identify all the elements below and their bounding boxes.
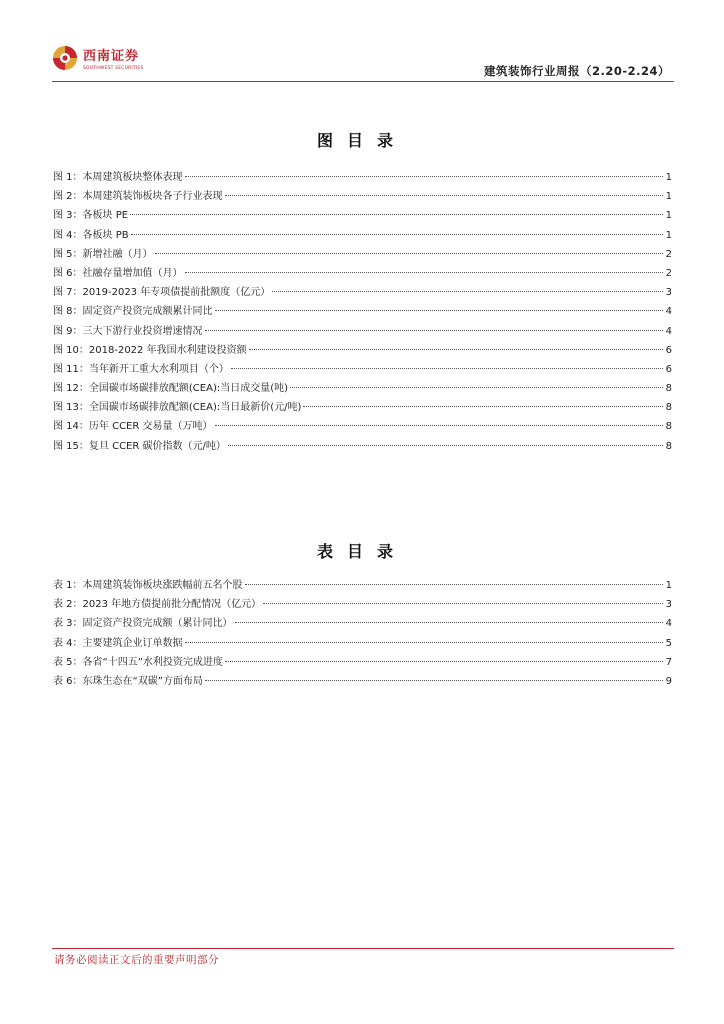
toc-leader-dots [225,661,663,662]
table-toc-entry[interactable] [53,634,672,653]
figure-toc-entry[interactable] [53,245,672,264]
report-title: 建筑装饰行业周报（2.20-2.24） [483,64,670,78]
toc-entry-label: 图 6：社融存量增加值（月） [53,267,183,279]
toc-entry-label: 表 5：各省“十四五”水利投资完成进度 [53,656,223,668]
figure-toc-entry[interactable] [53,264,672,283]
toc-leader-dots [185,176,663,177]
page-header [52,40,674,81]
figure-toc-entry[interactable] [53,398,672,417]
toc-entry-page: 1 [665,580,672,591]
toc-entry-page: 1 [665,191,672,203]
figure-toc-entry[interactable] [53,206,672,225]
logo-company-cn: 西南证券 [83,49,140,64]
toc-entry-page: 1 [665,172,672,183]
figure-toc-entry[interactable] [53,417,672,436]
toc-entry-label: 图 8：固定资产投资完成额累计同比 [53,306,213,318]
toc-entry-page: 4 [665,618,672,630]
figure-toc-entry[interactable] [53,283,672,302]
toc-leader-dots [225,195,663,196]
toc-entry-page: 1 [665,229,672,241]
toc-leader-dots [130,214,663,215]
table-toc-entry[interactable] [53,595,672,614]
southwest-securities-logo-icon [52,45,78,71]
toc-entry-page: 2 [665,267,672,279]
toc-entry-page: 3 [665,599,672,611]
toc-leader-dots [228,445,663,446]
toc-entry-label: 表 6：东珠生态在“双碳”方面布局 [53,675,203,687]
toc-entry-label: 图 5：新增社融（月） [53,248,153,260]
figure-toc-entry[interactable] [53,360,672,379]
toc-entry-label: 图 10：2018-2022 年我国水利建设投资额 [53,344,247,356]
toc-leader-dots [185,642,663,643]
toc-entry-label: 表 1：本周建筑装饰板块涨跌幅前五名个股 [53,580,243,591]
table-toc-entry[interactable] [53,614,672,633]
toc-entry-page: 2 [665,248,672,260]
toc-leader-dots [272,291,663,292]
toc-entry-label: 图 13：全国碳市场碳排放配额(CEA):当日最新价(元/吨) [53,402,302,414]
header-divider [52,81,674,82]
toc-entry-page: 4 [665,306,672,318]
toc-entry-page: 8 [665,440,672,452]
table-toc-entry[interactable] [53,576,672,595]
toc-entry-page: 1 [665,210,672,222]
figures-toc-title: 图目录 [316,131,407,150]
toc-entry-label: 图 1：本周建筑板块整体表现 [53,172,183,183]
company-logo [52,44,172,76]
toc-leader-dots [205,680,663,681]
toc-entry-label: 表 2：2023 年地方债提前批分配情况（亿元） [53,599,262,611]
toc-leader-dots [155,253,663,254]
toc-entry-page: 6 [665,363,672,375]
toc-entry-label: 图 4：各板块 PB [53,229,129,241]
toc-leader-dots [303,406,663,407]
table-toc-entry[interactable] [53,672,672,691]
figure-toc-entry[interactable] [53,322,672,341]
toc-leader-dots [205,330,663,331]
figure-toc-entry[interactable] [53,302,672,321]
toc-leader-dots [231,368,663,369]
toc-entry-label: 图 3：各板块 PE [53,210,129,222]
figure-toc-entry[interactable] [53,168,672,187]
tables-toc-list [53,576,672,691]
figure-toc-entry[interactable] [53,226,672,245]
toc-entry-label: 表 4：主要建筑企业订单数据 [53,637,183,649]
toc-entry-label: 图 7：2019-2023 年专项债提前批额度（亿元） [53,287,271,299]
toc-entry-label: 图 2：本周建筑装饰板块各子行业表现 [53,191,223,203]
toc-leader-dots [245,584,663,585]
toc-leader-dots [249,349,663,350]
figures-toc-list [53,168,672,456]
toc-entry-page: 5 [665,637,672,649]
toc-leader-dots [131,234,663,235]
toc-leader-dots [263,603,663,604]
toc-entry-label: 图 11：当年新开工重大水利项目（个） [53,363,229,375]
toc-leader-dots [185,272,663,273]
toc-leader-dots [235,622,663,623]
toc-entry-label: 图 9：三大下游行业投资增速情况 [53,325,203,337]
toc-leader-dots [290,387,663,388]
figure-toc-entry[interactable] [53,379,672,398]
toc-leader-dots [215,425,664,426]
toc-entry-page: 3 [665,287,672,299]
toc-leader-dots [215,310,663,311]
toc-entry-page: 7 [665,656,672,668]
toc-entry-page: 9 [665,675,672,687]
toc-entry-page: 4 [665,325,672,337]
toc-entry-page: 8 [665,402,672,414]
toc-entry-label: 图 12：全国碳市场碳排放配额(CEA):当日成交量(吨) [53,383,289,395]
footer-disclaimer: 请务必阅读正文后的重要声明部分 [54,954,219,966]
table-toc-entry[interactable] [53,653,672,672]
footer-divider [52,948,674,949]
toc-entry-label: 图 14：历年 CCER 交易量（万吨） [53,421,213,433]
figure-toc-entry[interactable] [53,437,672,456]
toc-entry-page: 8 [665,383,672,395]
toc-entry-label: 图 15：复旦 CCER 碳价指数（元/吨） [53,440,226,452]
toc-entry-page: 6 [665,344,672,356]
toc-entry-label: 表 3：固定资产投资完成额（累计同比） [53,618,233,630]
figure-toc-entry[interactable] [53,187,672,206]
toc-entry-page: 8 [665,421,672,433]
tables-toc-title: 表目录 [316,542,407,561]
figure-toc-entry[interactable] [53,341,672,360]
logo-company-en: SOUTHWEST SECURITIES [83,66,144,71]
